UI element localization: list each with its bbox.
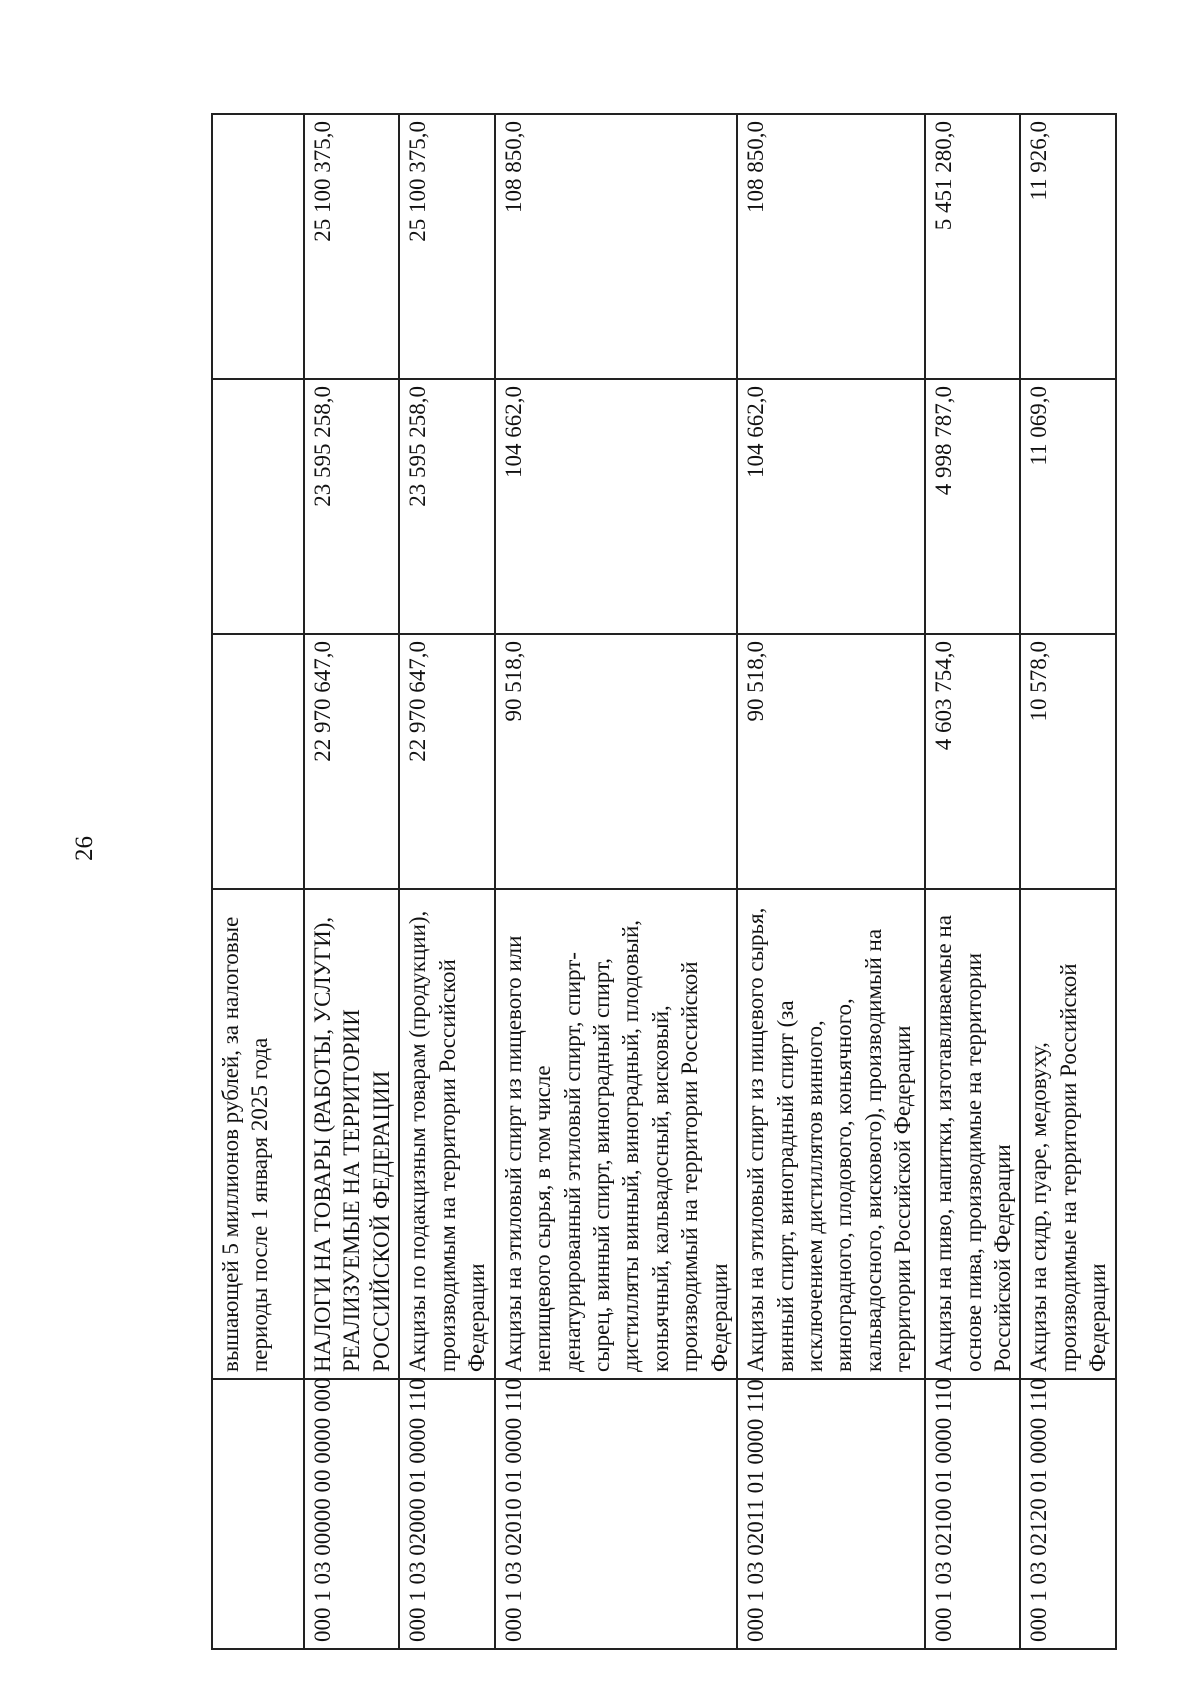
income-name-cell: Акцизы на пиво, напитки, изготавливаемые на основе пива, производимые на территории Российской Федерации [925, 889, 1020, 1379]
value-2026-cell: 11 926,0 [1020, 114, 1115, 379]
table-row [304, 114, 399, 1649]
value-2025-cell [212, 379, 304, 634]
value-2026-cell: 25 100 375,0 [304, 114, 399, 379]
value-2026-cell [212, 114, 304, 379]
budget-code-cell: 000 1 03 02100 01 0000 110 [925, 1379, 1020, 1649]
income-name-cell: Акцизы по подакцизным товарам (продукции), производимым на территории Российской Федерации [399, 889, 494, 1379]
value-2024-cell: 10 578,0 [1020, 634, 1115, 889]
value-2026-cell: 25 100 375,0 [399, 114, 494, 379]
table-row [737, 114, 925, 1649]
value-2025-cell: 23 595 258,0 [399, 379, 494, 634]
income-name-cell: Акцизы на этиловый спирт из пищевого или непищевого сырья, в том числе денатурированный этиловый спирт, спирт-сырец, винный спирт, виноградный спирт, дистилляты винный, виноградный, плодовый, коньячный, кальвадосный, висковый, производимый на территории Российской Федерации [495, 889, 738, 1379]
rotated-table-container [211, 115, 1111, 1650]
value-2025-cell: 4 998 787,0 [925, 379, 1020, 634]
value-2024-cell: 22 970 647,0 [304, 634, 399, 889]
table-row [399, 114, 494, 1649]
income-name-cell: Акцизы на этиловый спирт из пищевого сырья, винный спирт, виноградный спирт (за исключением дистиллятов винного, виноградного, плодового, коньячного, кальвадосного, вискового), производимый на территории Российской Федерации [737, 889, 925, 1379]
value-2024-cell: 90 518,0 [737, 634, 925, 889]
value-2025-cell: 104 662,0 [495, 379, 738, 634]
value-2024-cell: 4 603 754,0 [925, 634, 1020, 889]
table-row [925, 114, 1020, 1649]
income-name-cell: Акцизы на сидр, пуаре, медовуху, производимые на территории Российской Федерации [1020, 889, 1115, 1379]
budget-code-cell: 000 1 03 02120 01 0000 110 [1020, 1379, 1115, 1649]
budget-code-cell: 000 1 03 02000 01 0000 110 [399, 1379, 494, 1649]
budget-code-cell: 000 1 03 02011 01 0000 110 [737, 1379, 925, 1649]
value-2026-cell: 108 850,0 [495, 114, 738, 379]
value-2026-cell: 108 850,0 [737, 114, 925, 379]
budget-code-cell: 000 1 03 02010 01 0000 110 [495, 1379, 738, 1649]
value-2024-cell: 22 970 647,0 [399, 634, 494, 889]
page-number: 26 [71, 836, 98, 861]
value-2025-cell: 11 069,0 [1020, 379, 1115, 634]
value-2024-cell [212, 634, 304, 889]
value-2025-cell: 104 662,0 [737, 379, 925, 634]
value-2026-cell: 5 451 280,0 [925, 114, 1020, 379]
income-name-cell: вышающей 5 миллионов рублей, за налоговые периоды после 1 января 2025 года [212, 889, 304, 1379]
budget-code-cell: 000 1 03 00000 00 0000 000 [304, 1379, 399, 1649]
income-name-cell: НАЛОГИ НА ТОВАРЫ (РАБОТЫ, УСЛУГИ), РЕАЛИЗУЕМЫЕ НА ТЕРРИТОРИИ РОССИЙСКОЙ ФЕДЕРАЦИИ [304, 889, 399, 1379]
budget-table [211, 113, 1117, 1650]
value-2025-cell: 23 595 258,0 [304, 379, 399, 634]
table-row [1020, 114, 1115, 1649]
table-row [212, 114, 304, 1649]
value-2024-cell: 90 518,0 [495, 634, 738, 889]
budget-code-cell [212, 1379, 304, 1649]
table-row [495, 114, 738, 1649]
